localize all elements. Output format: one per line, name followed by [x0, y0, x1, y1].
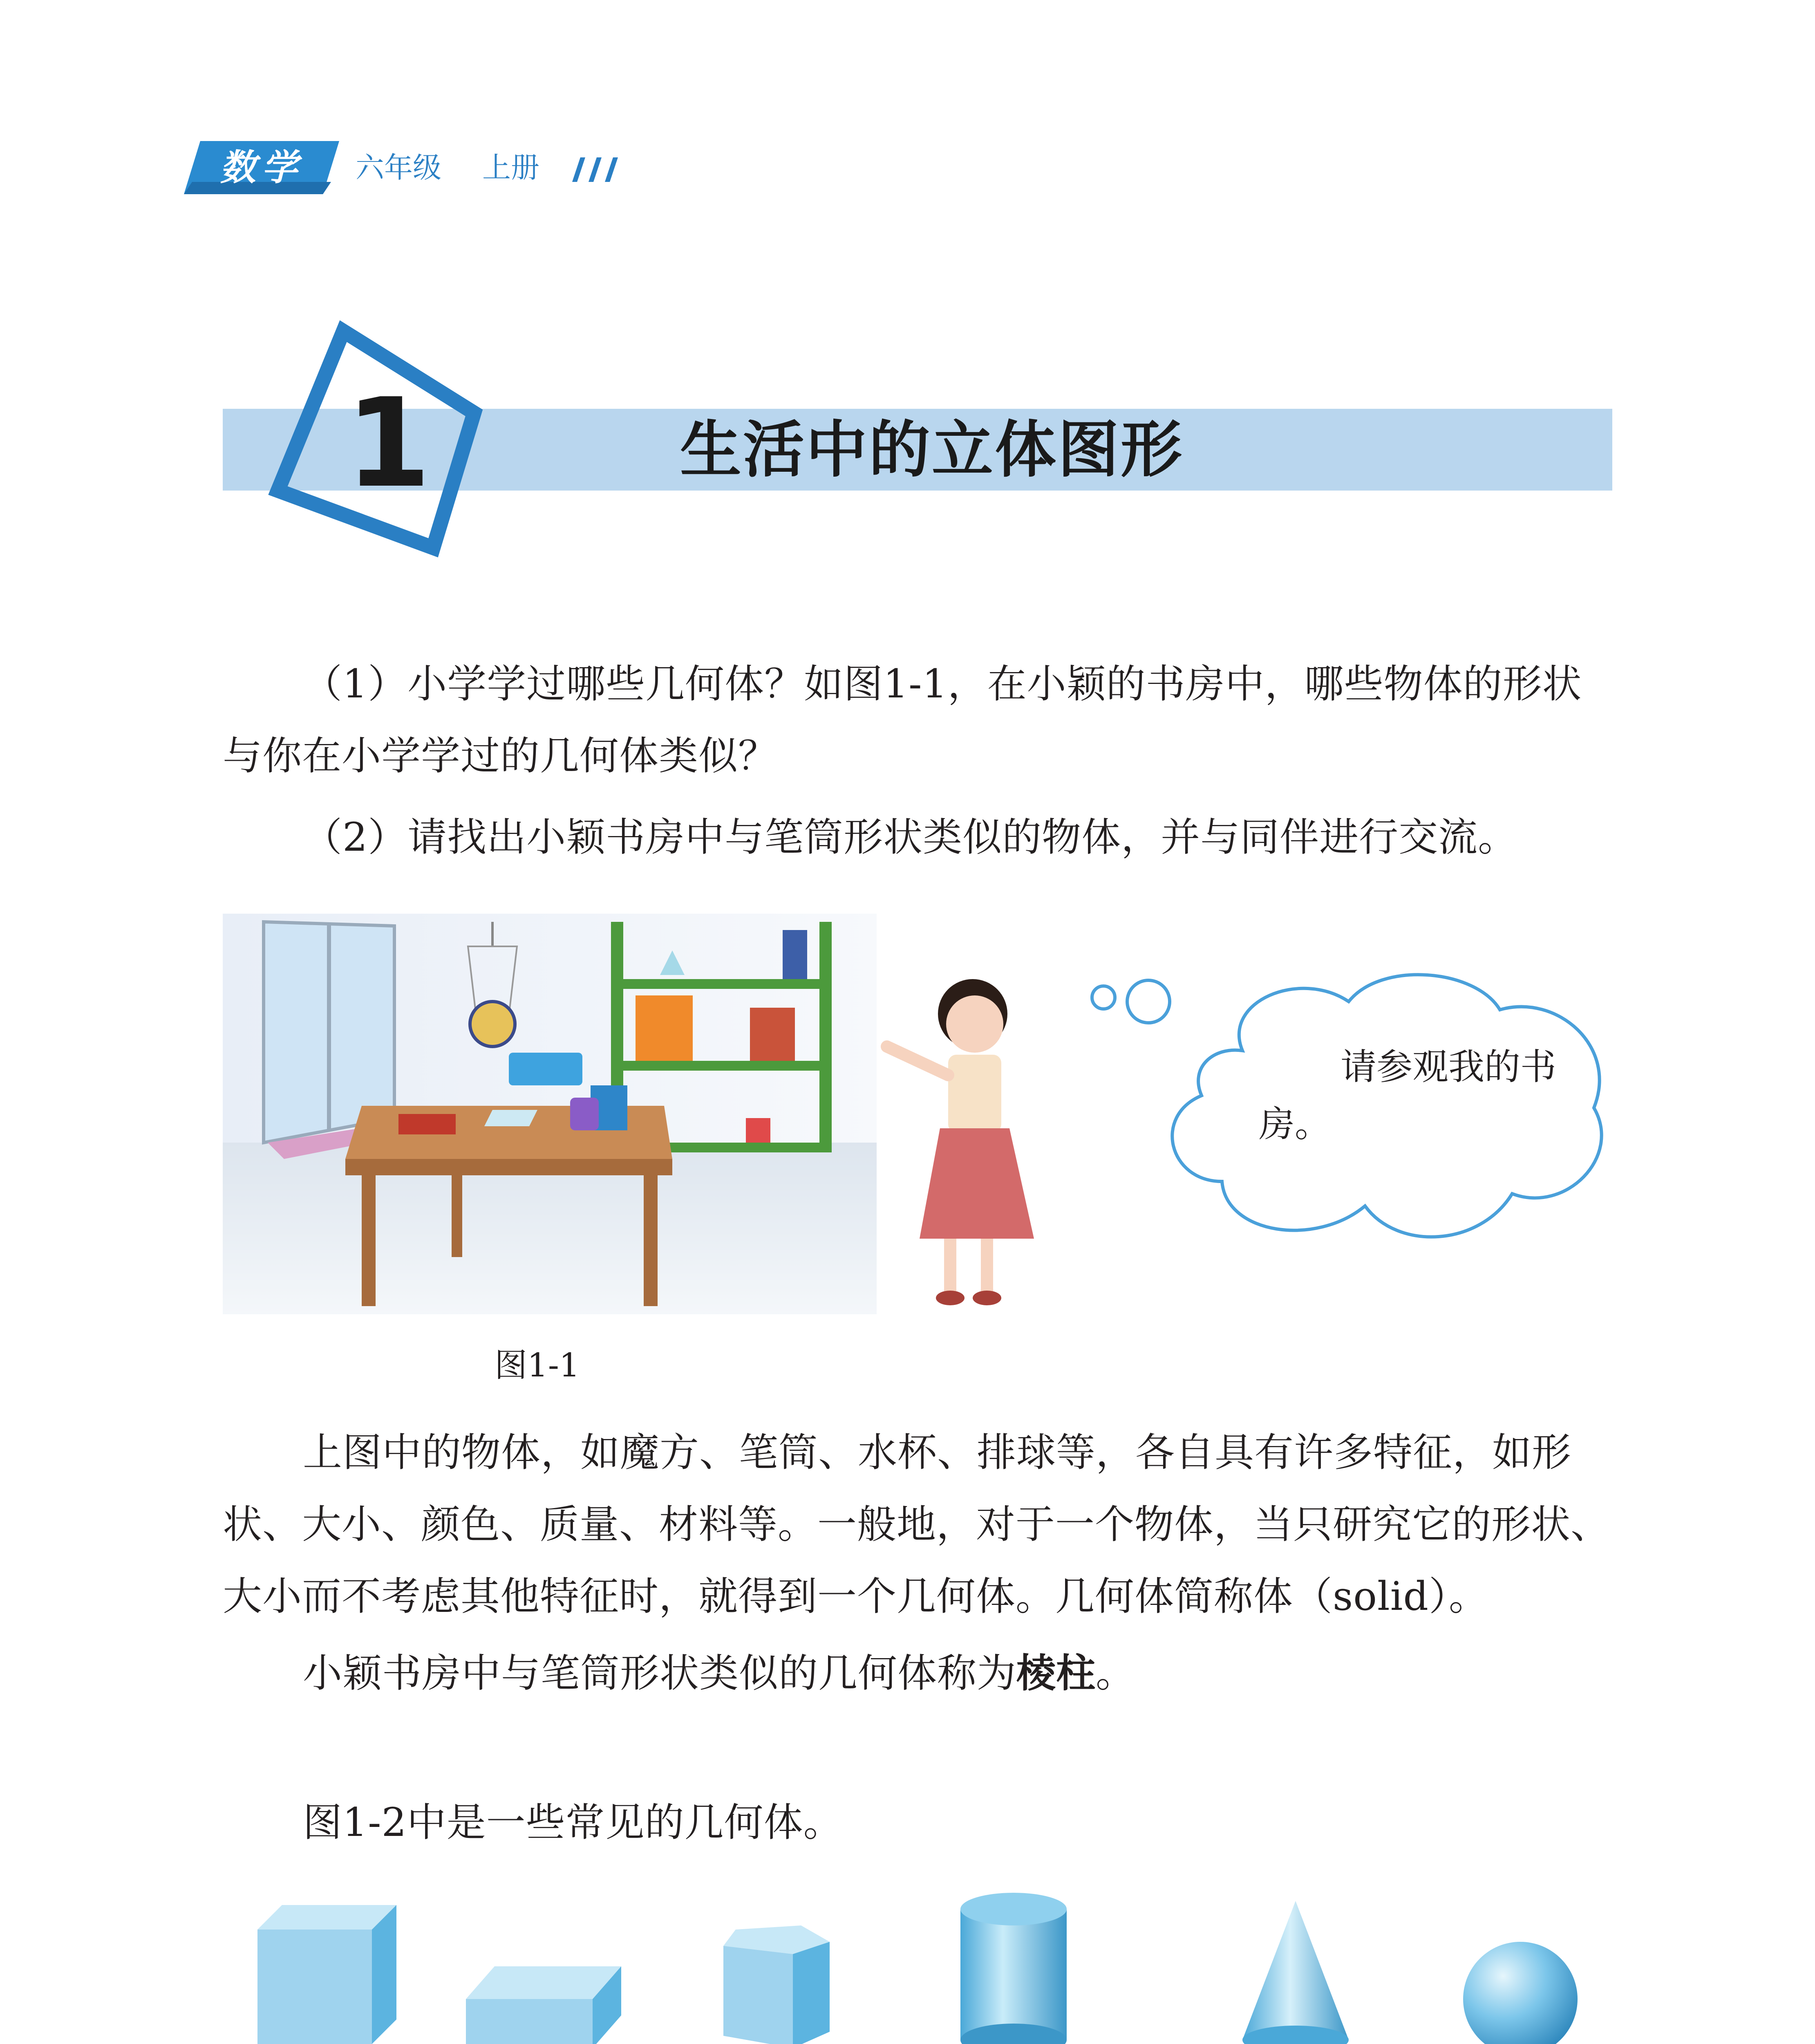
question-2: （2）请找出小颖书房中与笔筒形状类似的物体，并与同伴进行交流。: [303, 814, 1518, 860]
sphere-shape: [1459, 1938, 1582, 2044]
cone-shape: [1234, 1897, 1357, 2044]
cuboid-shape: [462, 1962, 625, 2044]
question-1: （1）小学学过哪些几何体？如图1-1，在小颖的书房中，哪些物体的形状与你在小学学过的几何体类似？: [223, 661, 1582, 779]
section-number: 1: [345, 372, 431, 515]
figure-1-1-caption: 图1-1: [495, 1346, 580, 1384]
definition-paragraph: 上图中的物体，如魔方、笔筒、水杯、排球等，各自具有许多特征，如形状、大小、颜色、质量、材料等。一般地，对于一个物体，当只研究它的形状、大小而不考虑其他特征时，就得到一个几何体。几何体简称体（solid）。: [223, 1430, 1610, 1619]
cube-shape: [249, 1897, 405, 2044]
prism-definition-suffix: 。: [1096, 1650, 1135, 1696]
study-room-illustration: [223, 914, 877, 1314]
volume-label: 上册: [482, 151, 539, 184]
cylinder-shape: [952, 1889, 1075, 2044]
section-title: 生活中的立体图形: [680, 414, 1184, 486]
figure-1-2-intro: 图1-2中是一些常见的几何体。: [303, 1800, 843, 1845]
subject-label: 数学: [219, 146, 303, 188]
grade-label: 六年级: [356, 151, 441, 184]
prism-shape: [719, 1921, 842, 2044]
decorative-slashes-icon: [564, 157, 621, 182]
girl-illustration: [879, 953, 1042, 1320]
speech-bubble-text: 请参观我的书房。: [1259, 1046, 1557, 1145]
prism-definition-prefix: 小颖书房中与笔筒形状类似的几何体称为: [303, 1650, 1016, 1696]
prism-definition: [223, 1637, 1612, 1709]
prism-term: 棱柱: [1016, 1650, 1096, 1696]
